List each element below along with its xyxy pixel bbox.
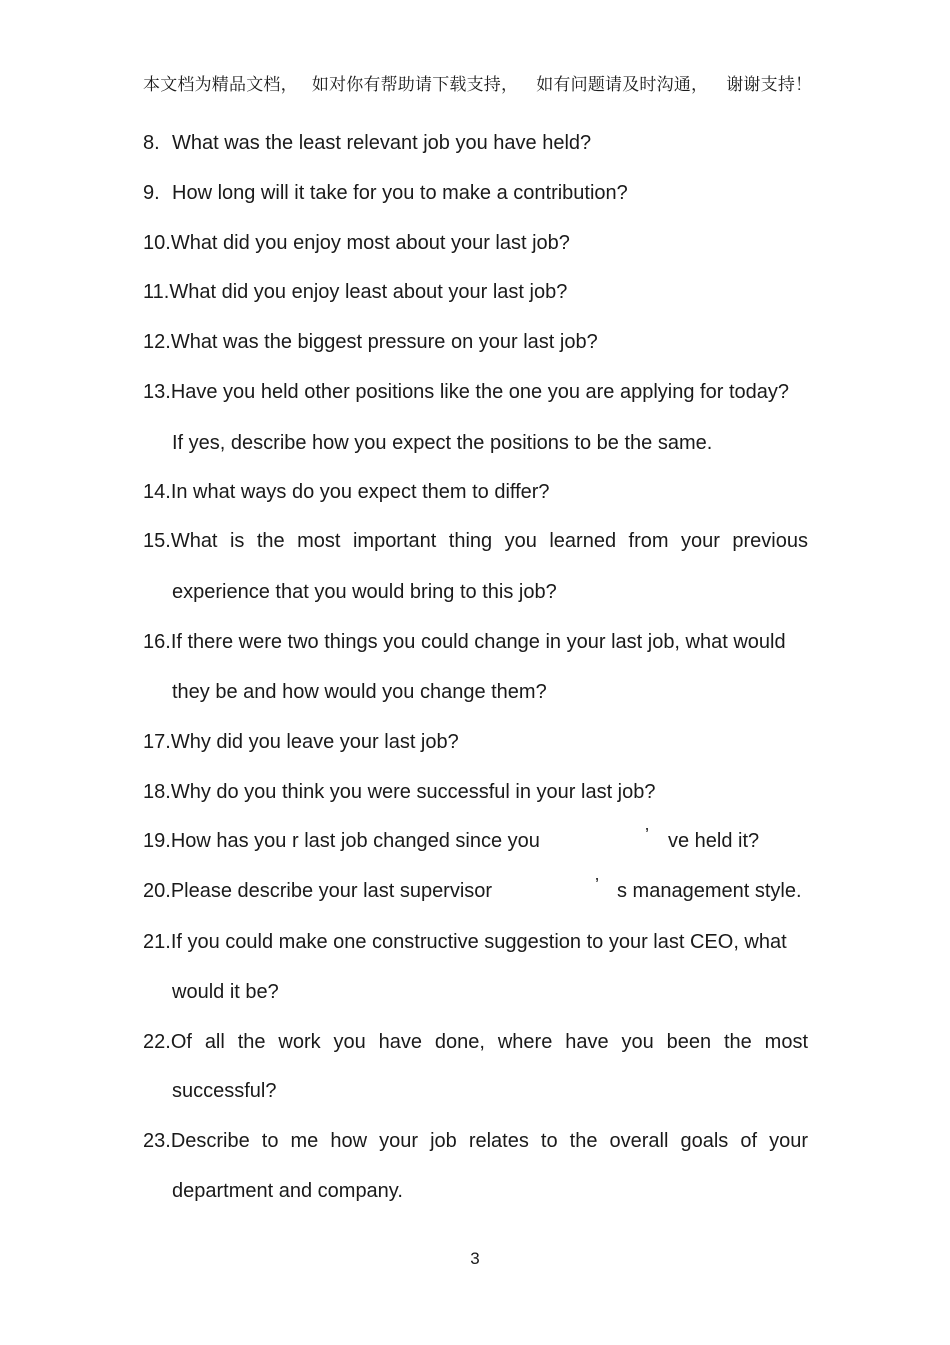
question-12 <box>143 330 598 354</box>
question-text: Of all the work you have done, where have you been the most <box>170 1031 808 1053</box>
question-text: What was the biggest pressure on your last job? <box>170 331 598 353</box>
question-text: How long will it take for you to make a contribution? <box>172 182 628 204</box>
question-text: Why do you think you were successful in your last job? <box>170 781 656 803</box>
question-number: 13. <box>143 381 171 403</box>
question-number: 14. <box>143 481 171 503</box>
question-15 <box>143 529 808 553</box>
question-13 <box>143 380 789 404</box>
question-text: What did you enjoy most about your last job? <box>170 232 570 254</box>
question-text: Describe to me how your job relates to the overall goals of your <box>170 1130 808 1152</box>
question-21 <box>143 930 787 954</box>
question-text: What is the most important thing you learned from your previous <box>170 530 808 552</box>
question-number: 10. <box>143 232 171 254</box>
question-number: 16. <box>143 631 171 653</box>
question-9 <box>143 181 628 205</box>
question-number: 18. <box>143 781 171 803</box>
question-number: 21. <box>143 931 171 953</box>
question-text-part-2: ve held it? <box>668 830 760 852</box>
question-number: 15. <box>143 530 171 552</box>
header-text-1: 本文档为精品文档， <box>143 75 298 95</box>
question-text-part-1: Please describe your last supervisor <box>170 880 493 902</box>
apostrophe-mark: ’ <box>595 875 599 895</box>
question-14 <box>143 480 550 504</box>
question-number: 19. <box>143 830 171 852</box>
question-19 <box>143 825 823 855</box>
question-23 <box>143 1129 808 1153</box>
question-10 <box>143 231 570 255</box>
question-text: If you could make one constructive suggestion to your last CEO, what <box>170 931 787 953</box>
question-16-continuation: they be and how would you change them? <box>172 681 547 703</box>
question-text: In what ways do you expect them to differ? <box>170 481 550 503</box>
question-21-continuation: would it be? <box>172 981 279 1003</box>
apostrophe-mark: ’ <box>645 825 649 845</box>
question-number: 23. <box>143 1130 171 1152</box>
page-number: 3 <box>470 1249 480 1268</box>
question-23-continuation: department and company. <box>172 1180 403 1202</box>
question-text-part-2: s management style. <box>617 880 802 902</box>
question-number: 12. <box>143 331 171 353</box>
question-number: 8. <box>143 132 160 154</box>
question-text: What was the least relevant job you have held? <box>172 132 592 154</box>
question-20 <box>143 875 823 905</box>
question-16 <box>143 630 786 654</box>
page-header <box>143 70 812 95</box>
question-text: Have you held other positions like the one you are applying for today? <box>170 381 789 403</box>
question-15-continuation: experience that you would bring to this job? <box>172 581 557 603</box>
question-18 <box>143 780 656 804</box>
question-number: 11. <box>143 281 170 303</box>
header-text-2: 如对你有帮助请下载支持， <box>311 75 519 95</box>
question-13-continuation: If yes, describe how you expect the positions to be the same. <box>172 432 713 454</box>
question-number: 9. <box>143 182 160 204</box>
question-8 <box>143 131 591 155</box>
question-22-continuation: successful? <box>172 1080 277 1102</box>
question-number: 22. <box>143 1031 171 1053</box>
header-text-3: 如有问题请及时沟通， <box>536 75 709 95</box>
question-11 <box>143 280 567 304</box>
question-number: 20. <box>143 880 171 902</box>
question-22 <box>143 1030 808 1054</box>
question-number: 17. <box>143 731 171 753</box>
question-text: If there were two things you could change in your last job, what would <box>170 631 786 653</box>
question-text: Why did you leave your last job? <box>170 731 459 753</box>
header-text-4: 谢谢支持！ <box>726 75 813 95</box>
question-text: What did you enjoy least about your last job? <box>169 281 568 303</box>
question-text-part-1: How has you r last job changed since you <box>170 830 540 852</box>
question-17 <box>143 730 459 754</box>
